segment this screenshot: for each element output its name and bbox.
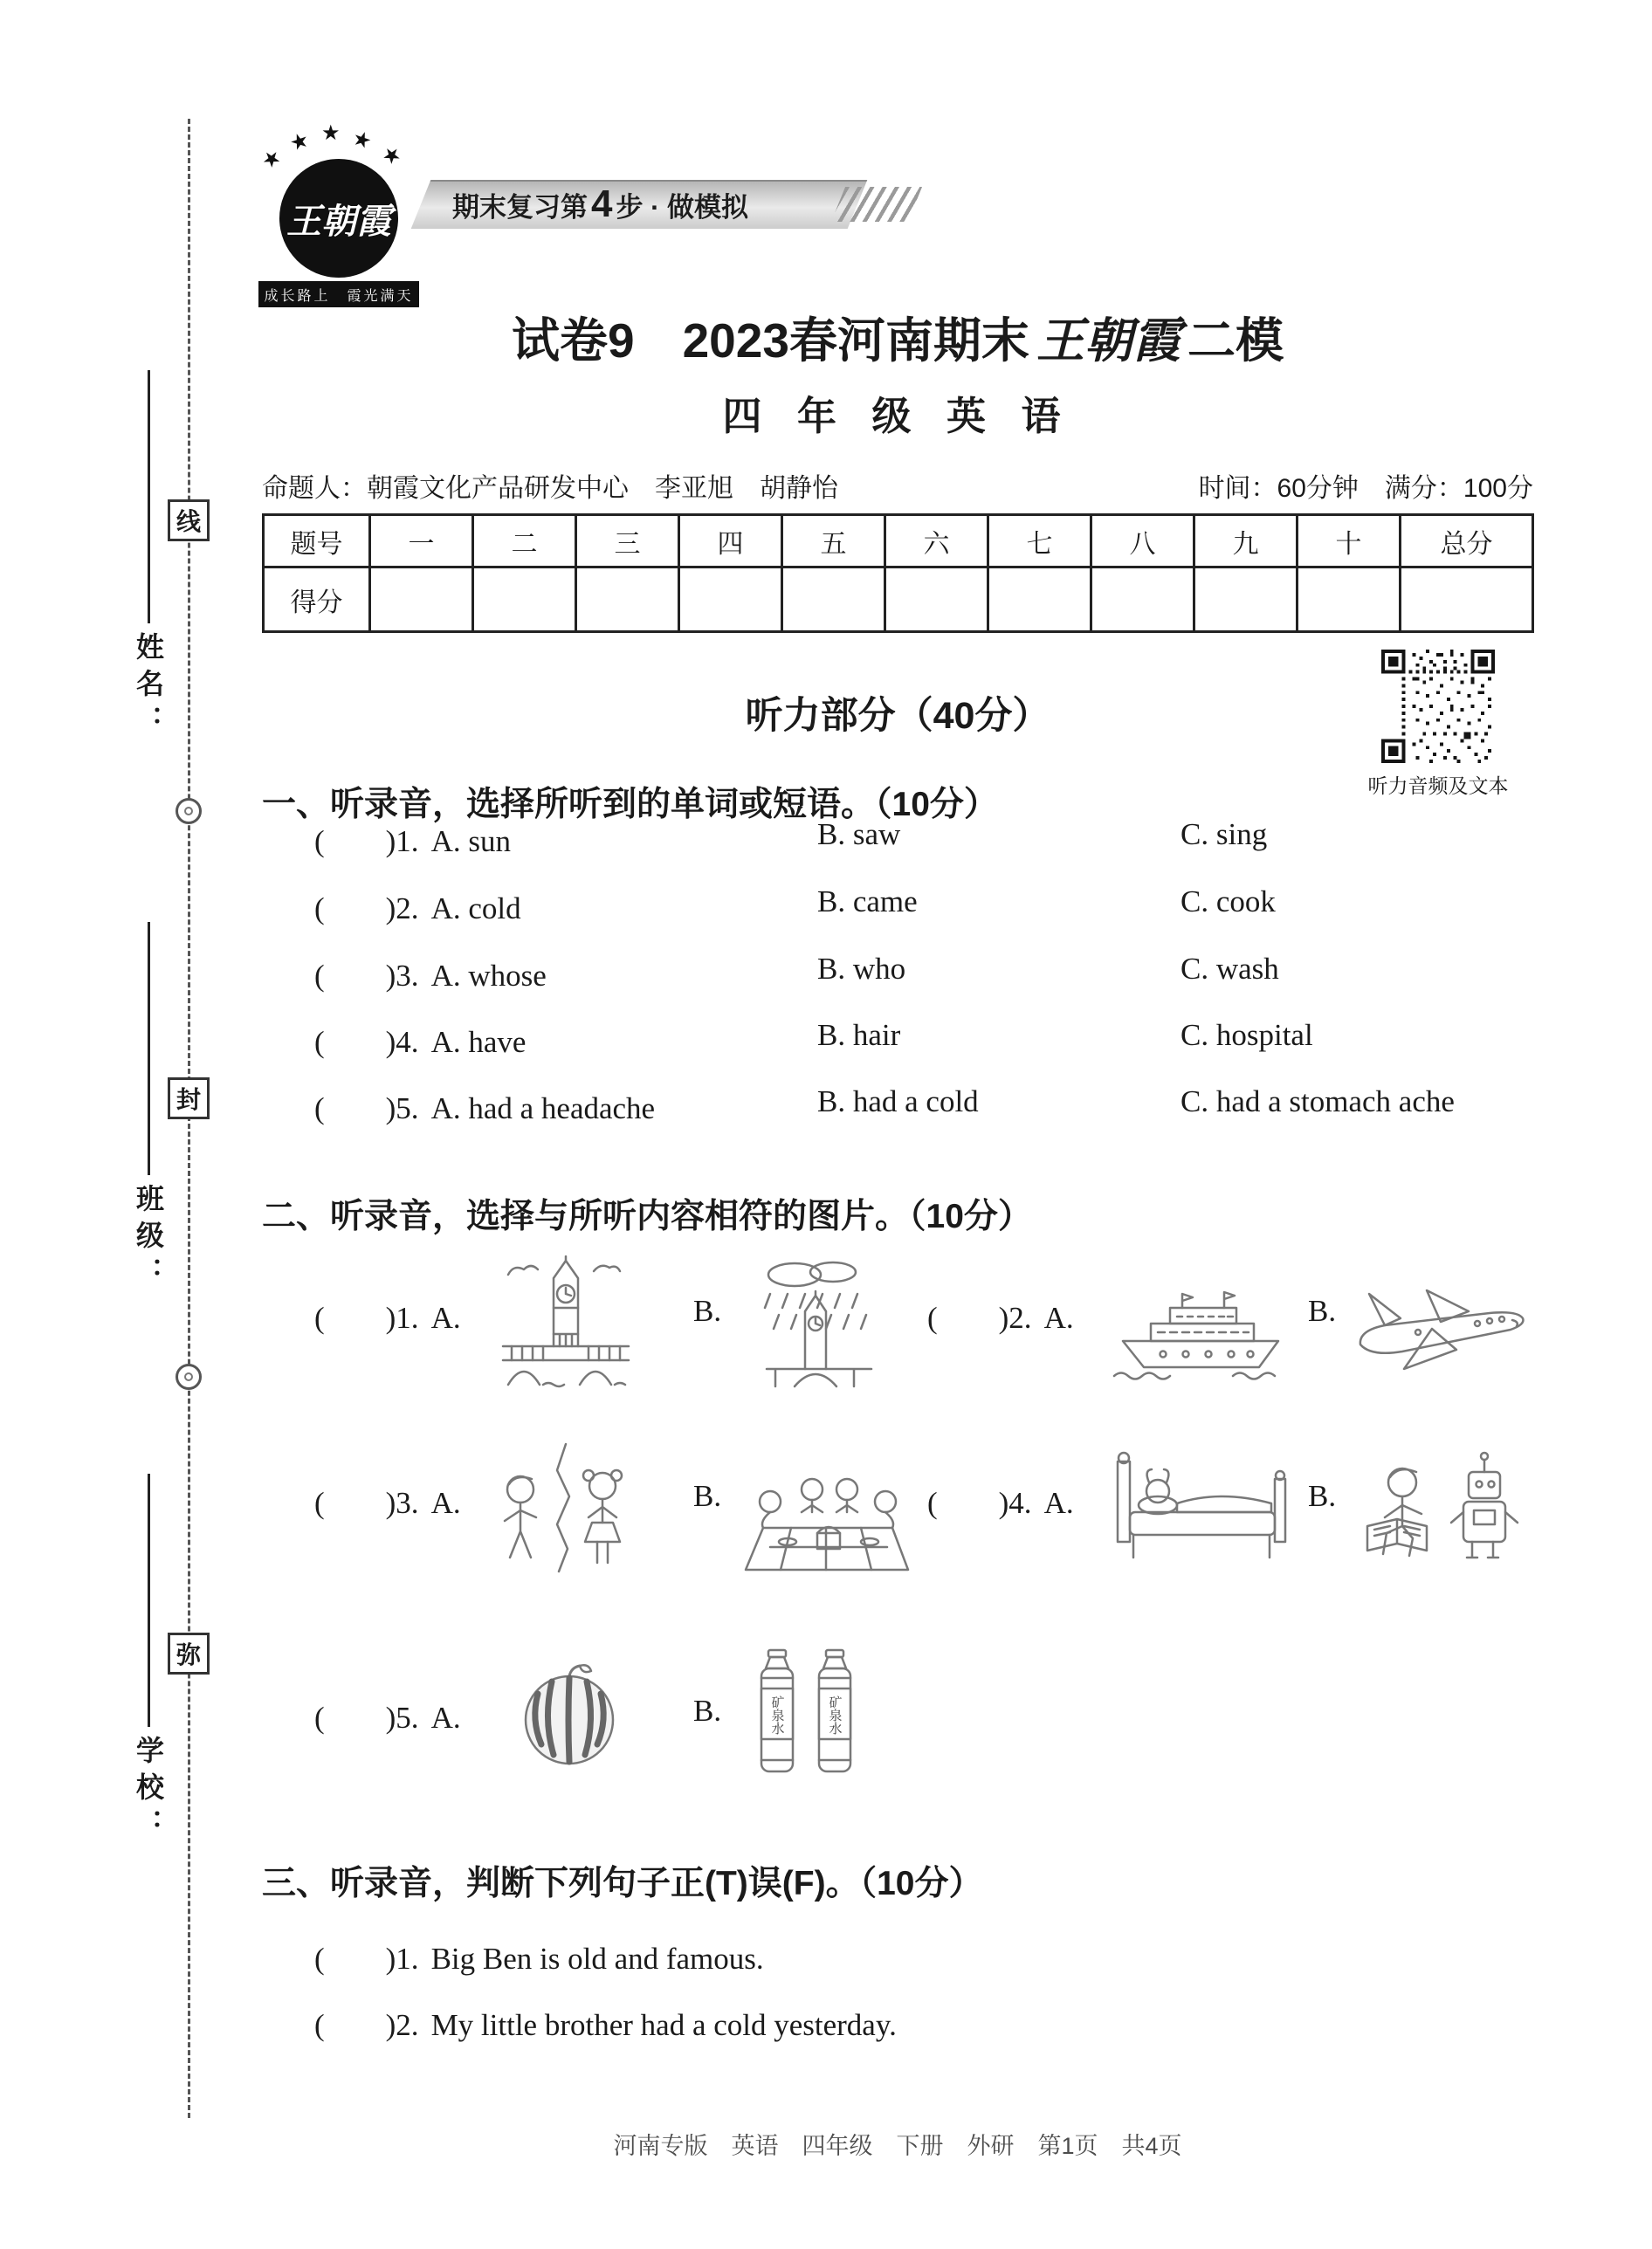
header-cell: 五 [782, 515, 885, 567]
bottle-label-text: 矿泉水 [827, 1695, 843, 1735]
score-cell [473, 567, 576, 632]
answer-blank: ( )4. [927, 1486, 1032, 1520]
header-cell: 十 [1298, 515, 1401, 567]
option-a-label: A. [430, 1701, 461, 1735]
option-a: A. have [430, 1025, 527, 1059]
question-row-5 [0, 1084, 1652, 1126]
star-icon: ★ [349, 125, 375, 155]
paper-title [262, 302, 1533, 371]
option-a-label: A. [430, 1301, 461, 1335]
star-icon: ★ [376, 140, 407, 171]
picture-question-2-label [927, 1294, 1074, 1338]
score-cell [782, 567, 885, 632]
section-1-title: 一、听录音，选择所听到的单词或短语。（10分） [262, 786, 998, 823]
seal-char-seal: 封 [168, 1077, 210, 1119]
banner-step-number: 4 [591, 182, 613, 225]
option-c: C. wash [1180, 952, 1279, 986]
airplane-image [1346, 1271, 1532, 1381]
qr-caption: 听力音频及文本 [1367, 774, 1509, 797]
question-row-4 [0, 1018, 1652, 1060]
banner-hatch-decoration [831, 187, 922, 222]
brand-logo-seal [279, 159, 398, 278]
question-3 [314, 952, 547, 995]
header-cell: 三 [576, 515, 679, 567]
picture-question-5-option-b: B. [693, 1694, 722, 1728]
option-b: B. had a cold [817, 1084, 979, 1118]
star-icon: ★ [321, 120, 341, 145]
picture-question-3-option-b: B. [693, 1479, 722, 1513]
header-cell: 总分 [1401, 515, 1533, 567]
option-b: B. came [817, 884, 918, 918]
answer-blank: ( )4. [314, 1025, 419, 1059]
answer-blank: ( )3. [314, 1486, 419, 1520]
paper-title-text: 试卷9 2023春河南期末 [512, 313, 1029, 368]
option-a: A. cold [430, 891, 521, 925]
header-cell: 四 [679, 515, 782, 567]
page-footer: 河南专版 英语 四年级 下册 外研 第1页 共4页 [613, 2133, 1182, 2159]
score-cell [885, 567, 988, 632]
banner-suffix: 步 · 做模拟 [616, 191, 749, 223]
header-cell: 八 [1091, 515, 1194, 567]
school-field-label: 学校： [133, 1736, 164, 1846]
quarrel-image [485, 1441, 639, 1573]
picture-question-4-label [927, 1479, 1074, 1523]
question-2 [314, 884, 521, 928]
option-a-label: A. [1043, 1486, 1074, 1520]
question-row-2 [0, 884, 1652, 926]
score-cell [1194, 567, 1298, 632]
option-a-label: A. [430, 1486, 461, 1520]
picnic-image [739, 1444, 915, 1575]
option-b: B. who [817, 952, 906, 986]
score-table-score-row [264, 567, 1533, 632]
header-cell: 七 [988, 515, 1091, 567]
seal-char-line: 线 [168, 499, 210, 541]
header-cell: 二 [473, 515, 576, 567]
option-a: A. had a headache [430, 1091, 656, 1125]
answer-blank: ( )2. [314, 2008, 419, 2042]
banner-prefix: 期末复习第 [452, 191, 588, 223]
big-ben-rain-image [749, 1255, 885, 1388]
name-field [127, 370, 169, 742]
paper-title-suffix: 二模 [1187, 313, 1284, 368]
option-c: C. hospital [1180, 1018, 1313, 1052]
big-ben-image [496, 1255, 636, 1388]
option-c: C. had a stomach ache [1180, 1084, 1455, 1118]
review-step-banner [421, 180, 857, 229]
score-row-label: 得分 [264, 567, 370, 632]
header-cell: 九 [1194, 515, 1298, 567]
option-c: C. sing [1180, 817, 1268, 851]
setter-info: 命题人：朝霞文化产品研发中心 李亚旭 胡静怡 [262, 474, 838, 503]
tf-sentence: My little brother had a cold yesterday. [430, 2008, 897, 2042]
seal-char-mi: 弥 [168, 1633, 210, 1675]
score-cell [988, 567, 1091, 632]
brand-slogan-ribbon: 成长路上 霞光满天 [258, 281, 419, 307]
flower-stamp-icon [176, 1364, 202, 1390]
tf-sentence: Big Ben is old and famous. [430, 1942, 764, 1976]
bottle-label-text: 矿泉水 [769, 1695, 785, 1735]
option-a: A. whose [430, 959, 547, 993]
paper-subtitle: 四 年 级 英 语 [722, 394, 1073, 438]
listening-part-title: 听力部分（40分） [745, 695, 1050, 737]
star-icon: ★ [256, 143, 286, 175]
picture-question-5-label [314, 1694, 461, 1737]
question-4 [314, 1018, 526, 1062]
header-cell: 六 [885, 515, 988, 567]
option-a-label: A. [1043, 1301, 1074, 1335]
ferry-ship-image [1109, 1280, 1294, 1383]
time-score-info: 时间：60分钟 满分：100分 [1198, 474, 1533, 503]
question-1 [314, 817, 511, 861]
answer-blank: ( )2. [927, 1301, 1032, 1335]
header-cell: 题号 [264, 515, 370, 567]
score-cell [370, 567, 473, 632]
question-5 [314, 1084, 655, 1128]
banner-text [452, 180, 748, 229]
tf-question-2 [314, 2001, 897, 2045]
score-cell [679, 567, 782, 632]
score-cell [1298, 567, 1401, 632]
picture-question-1-label [314, 1294, 461, 1338]
brand-logo [258, 120, 419, 307]
picture-question-1-option-b: B. [693, 1294, 722, 1328]
answer-blank: ( )5. [314, 1701, 419, 1735]
answer-blank: ( )3. [314, 959, 419, 993]
answer-blank: ( )2. [314, 891, 419, 925]
star-icon: ★ [286, 127, 313, 156]
score-cell [1401, 567, 1533, 632]
paper-title-brand: 王朝霞 [1036, 314, 1180, 368]
score-table-header-row [264, 515, 1533, 567]
answer-blank: ( )1. [314, 824, 419, 858]
qr-code [1381, 650, 1495, 763]
option-c: C. cook [1180, 884, 1276, 918]
answer-blank: ( )1. [314, 1301, 419, 1335]
picture-question-4-option-b: B. [1308, 1479, 1337, 1513]
header-cell: 一 [370, 515, 473, 567]
score-table [262, 513, 1534, 633]
sick-in-bed-image [1107, 1449, 1296, 1572]
school-field [127, 1474, 169, 1846]
section-3-title: 三、听录音，判断下列句子正(T)误(F)。（10分） [262, 1865, 983, 1902]
brand-name: 王朝霞 [286, 201, 391, 241]
section-2-title: 二、听录音，选择与所听内容相符的图片。（10分） [262, 1198, 1032, 1235]
name-field-label: 姓名： [133, 632, 164, 742]
tf-question-1 [314, 1935, 764, 1978]
option-a: A. sun [430, 824, 511, 858]
question-row-1 [0, 817, 1652, 859]
exam-info-row [262, 466, 1533, 505]
reading-with-robot-image [1348, 1442, 1528, 1573]
question-row-3 [0, 952, 1652, 994]
score-cell [1091, 567, 1194, 632]
answer-blank: ( )5. [314, 1091, 419, 1125]
option-b: B. saw [817, 817, 901, 851]
option-b: B. hair [817, 1018, 901, 1052]
class-field-label: 班级： [133, 1184, 164, 1294]
answer-blank: ( )1. [314, 1942, 419, 1976]
picture-question-2-option-b: B. [1308, 1294, 1337, 1328]
watermelon-image [513, 1657, 629, 1767]
school-blank-line [148, 1474, 150, 1727]
score-cell [576, 567, 679, 632]
water-bottles-image [751, 1648, 863, 1776]
name-blank-line [148, 370, 150, 623]
flower-stamp-icon [176, 798, 202, 824]
picture-question-3-label [314, 1479, 461, 1523]
